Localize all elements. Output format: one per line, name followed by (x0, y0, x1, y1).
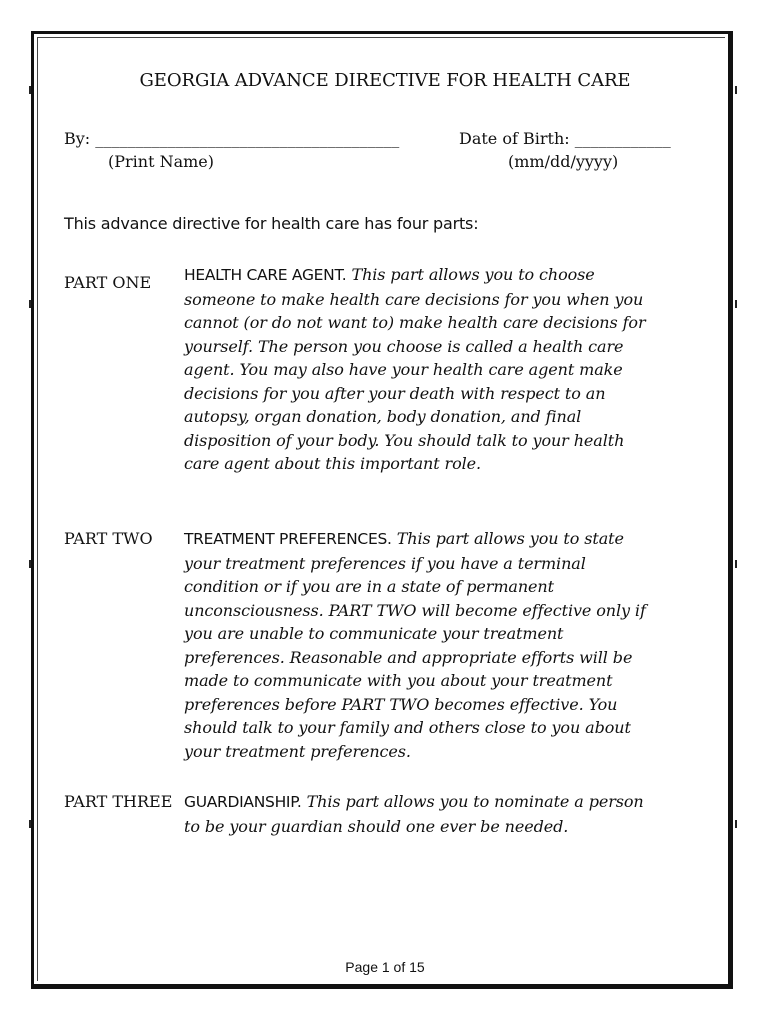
part-three-label: PART THREE (64, 792, 173, 811)
part-one-heading: HEALTH CARE AGENT. (184, 266, 347, 284)
date-of-birth-field-label: Date of Birth: ____________ (459, 129, 671, 148)
part-three-heading: GUARDIANSHIP. (184, 793, 302, 811)
part-two-body (184, 527, 654, 763)
date-format-caption: (mm/dd/yyyy) (508, 152, 619, 171)
scan-mark (735, 820, 737, 828)
part-one-description: This part allows you to choose someone to make health care decisions for you when you cannot (or do not want to) make health care decisions for yourself. The person you choose is called a health care agent. You may also have your health care agent make decisions for you after your death with respect to an autopsy, organ donation, body donation, and final disposition of your body. You should talk to your health care agent about this important role. (184, 265, 646, 473)
scan-mark (735, 560, 737, 568)
part-three-description: This part allows you to nominate a person to be your guardian should one ever be needed. (184, 792, 644, 836)
scan-mark (29, 820, 31, 828)
scan-mark (735, 300, 737, 308)
part-two-description: This part allows you to state your treatment preferences if you have a terminal condition or if you are in a state of permanent unconsciousness. PART TWO will become effective only if you are unable to communicate your treatment preferences. Reasonable and appropriate efforts will be made to communicate with you about your treatment preferences before PART TWO becomes effective. You should talk to your family and others close to you about your treatment preferences. (184, 529, 646, 761)
scan-mark (29, 560, 31, 568)
scan-mark (29, 300, 31, 308)
inner-border-rule (37, 37, 725, 981)
print-name-field-label: By: ______________________________________ (64, 129, 400, 148)
page-border (31, 31, 733, 989)
intro-statement: This advance directive for health care has four parts: (64, 214, 479, 233)
part-two-label: PART TWO (64, 529, 153, 548)
part-one-body (184, 263, 654, 476)
print-name-caption: (Print Name) (108, 152, 215, 171)
document-title: GEORGIA ADVANCE DIRECTIVE FOR HEALTH CARE (139, 70, 631, 91)
part-two-heading: TREATMENT PREFERENCES. (184, 530, 392, 548)
part-three-body (184, 790, 654, 838)
part-one-label: PART ONE (64, 273, 152, 292)
page-number-footer: Page 1 of 15 (345, 959, 425, 975)
